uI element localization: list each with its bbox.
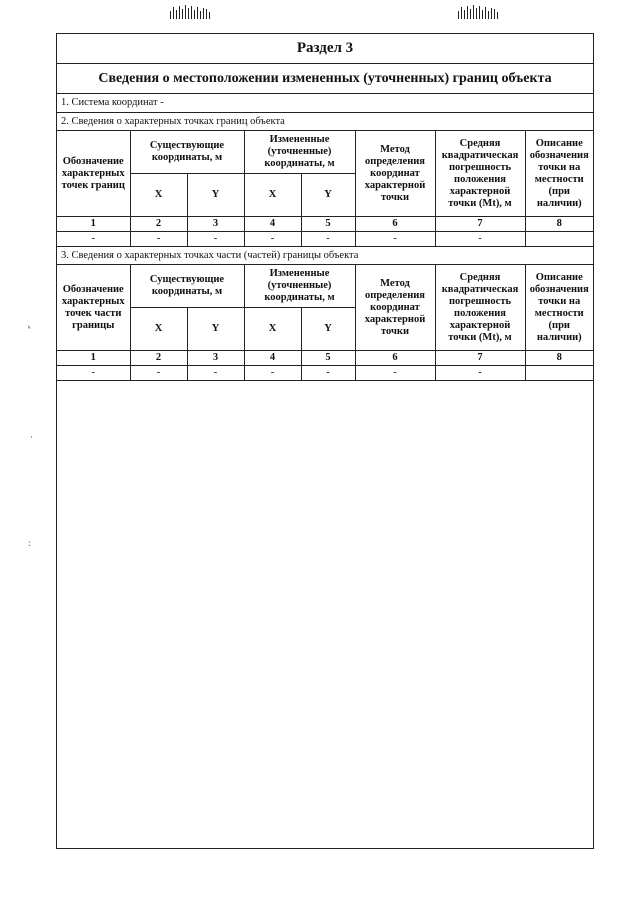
- col-existing-header: Существующие координаты, м: [130, 131, 244, 174]
- column-number: 2: [130, 351, 187, 366]
- col-designation-header: Обозначение характерных точек части границы: [57, 265, 130, 351]
- table2-caption: 3. Сведения о характерных точках части (частей) границы объекта: [57, 247, 593, 265]
- col-changed-header: Измененные (уточненные) координаты, м: [244, 265, 355, 308]
- section-title: Раздел 3: [57, 34, 593, 64]
- table-row: [57, 232, 593, 247]
- col-x-header: X: [244, 308, 301, 351]
- table1-caption: 2. Сведения о характерных точках границ объекта: [57, 113, 593, 131]
- document-title: Сведения о местоположении измененных (уточненных) границ объекта: [57, 64, 593, 94]
- table-row: [57, 366, 593, 381]
- col-y-header: Y: [187, 308, 244, 351]
- table-cell: -: [355, 232, 435, 247]
- margin-mark: :: [28, 538, 31, 548]
- column-number: 5: [301, 217, 355, 232]
- table-cell: -: [57, 232, 130, 247]
- col-error-header: Средняя квадратическая погрешность положения характерной точки (Mt), м: [435, 265, 525, 351]
- column-number: 6: [355, 351, 435, 366]
- col-error-header: Средняя квадратическая погрешность положения характерной точки (Mt), м: [435, 131, 525, 217]
- table-cell: -: [244, 232, 301, 247]
- margin-mark: ᵏ: [28, 323, 31, 333]
- boundary-points-table: [57, 131, 593, 247]
- column-number-row: [57, 351, 593, 366]
- table-cell: -: [435, 366, 525, 381]
- col-y-header: Y: [301, 308, 355, 351]
- part-boundary-points-table: [57, 265, 593, 381]
- column-number: 1: [57, 351, 130, 366]
- col-x-header: X: [130, 308, 187, 351]
- column-number: 4: [244, 351, 301, 366]
- column-number-row: [57, 217, 593, 232]
- column-number: 1: [57, 217, 130, 232]
- column-number: 7: [435, 217, 525, 232]
- column-number: 3: [187, 351, 244, 366]
- coordinate-system-line: 1. Система координат -: [57, 94, 593, 113]
- col-x-header: X: [244, 174, 301, 217]
- column-number: 5: [301, 351, 355, 366]
- table-cell: -: [244, 366, 301, 381]
- col-y-header: Y: [187, 174, 244, 217]
- column-number: 6: [355, 217, 435, 232]
- barcode-left: [170, 5, 210, 19]
- table-cell: -: [435, 232, 525, 247]
- barcode-right: [458, 5, 498, 19]
- column-number: 4: [244, 217, 301, 232]
- table-cell: -: [187, 366, 244, 381]
- table-cell: -: [130, 232, 187, 247]
- col-description-header: Описание обозначения точки на местности (при наличии): [525, 131, 593, 217]
- col-method-header: Метод определения координат характерной точки: [355, 131, 435, 217]
- table-cell: -: [301, 232, 355, 247]
- col-x-header: X: [130, 174, 187, 217]
- table-cell: -: [187, 232, 244, 247]
- col-description-header: Описание обозначения точки на местности (при наличии): [525, 265, 593, 351]
- column-number: 7: [435, 351, 525, 366]
- table-cell: [525, 366, 593, 381]
- column-number: 8: [525, 351, 593, 366]
- column-number: 8: [525, 217, 593, 232]
- table-cell: -: [301, 366, 355, 381]
- document-frame: [56, 33, 594, 849]
- table-cell: -: [130, 366, 187, 381]
- col-changed-header: Измененные (уточненные) координаты, м: [244, 131, 355, 174]
- col-existing-header: Существующие координаты, м: [130, 265, 244, 308]
- col-method-header: Метод определения координат характерной точки: [355, 265, 435, 351]
- col-y-header: Y: [301, 174, 355, 217]
- table-cell: [525, 232, 593, 247]
- col-designation-header: Обозначение характерных точек границ: [57, 131, 130, 217]
- table-cell: -: [57, 366, 130, 381]
- margin-mark: ·: [30, 432, 33, 442]
- column-number: 3: [187, 217, 244, 232]
- table-cell: -: [355, 366, 435, 381]
- column-number: 2: [130, 217, 187, 232]
